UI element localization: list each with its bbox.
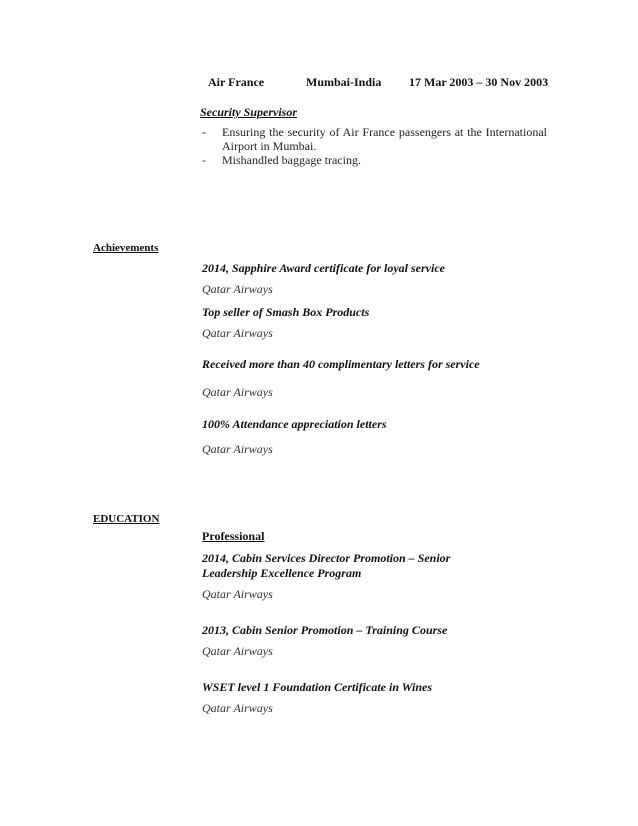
duty-text: Mishandled baggage tracing. [222, 153, 361, 167]
achievement-org: Qatar Airways [202, 442, 273, 456]
education-title: 2013, Cabin Senior Promotion – Training Course [202, 623, 448, 637]
duty-item [202, 153, 547, 167]
achievement-org: Qatar Airways [202, 385, 273, 399]
achievement-title: 2014, Sapphire Award certificate for loyal service [202, 261, 445, 275]
achievements-heading: Achievements [93, 242, 159, 254]
job-location: Mumbai-India [306, 75, 382, 89]
achievement-title: Top seller of Smash Box Products [202, 305, 370, 319]
job-dates: 17 Mar 2003 – 30 Nov 2003 [409, 75, 549, 89]
achievement-org: Qatar Airways [202, 282, 273, 296]
bullet-dash: - [202, 153, 206, 167]
education-org: Qatar Airways [202, 701, 273, 715]
education-subheading: Professional [202, 529, 265, 543]
achievement-title: Received more than 40 complimentary letters for service [202, 357, 480, 371]
bullet-dash: - [202, 125, 206, 139]
education-title: 2014, Cabin Services Director Promotion – Senior Leadership Excellence Program [202, 551, 451, 580]
education-org: Qatar Airways [202, 644, 273, 658]
job-role-title: Security Supervisor [200, 105, 298, 119]
achievement-title: 100% Attendance appreciation letters [202, 417, 387, 431]
achievement-org: Qatar Airways [202, 326, 273, 340]
duty-text: Ensuring the security of Air France passengers at the International Airport in Mumbai. [222, 125, 547, 153]
education-heading: EDUCATION [93, 513, 160, 525]
education-org: Qatar Airways [202, 587, 273, 601]
education-title: WSET level 1 Foundation Certificate in Wines [202, 680, 433, 694]
company-name: Air France [208, 75, 265, 89]
duty-item [202, 125, 547, 153]
